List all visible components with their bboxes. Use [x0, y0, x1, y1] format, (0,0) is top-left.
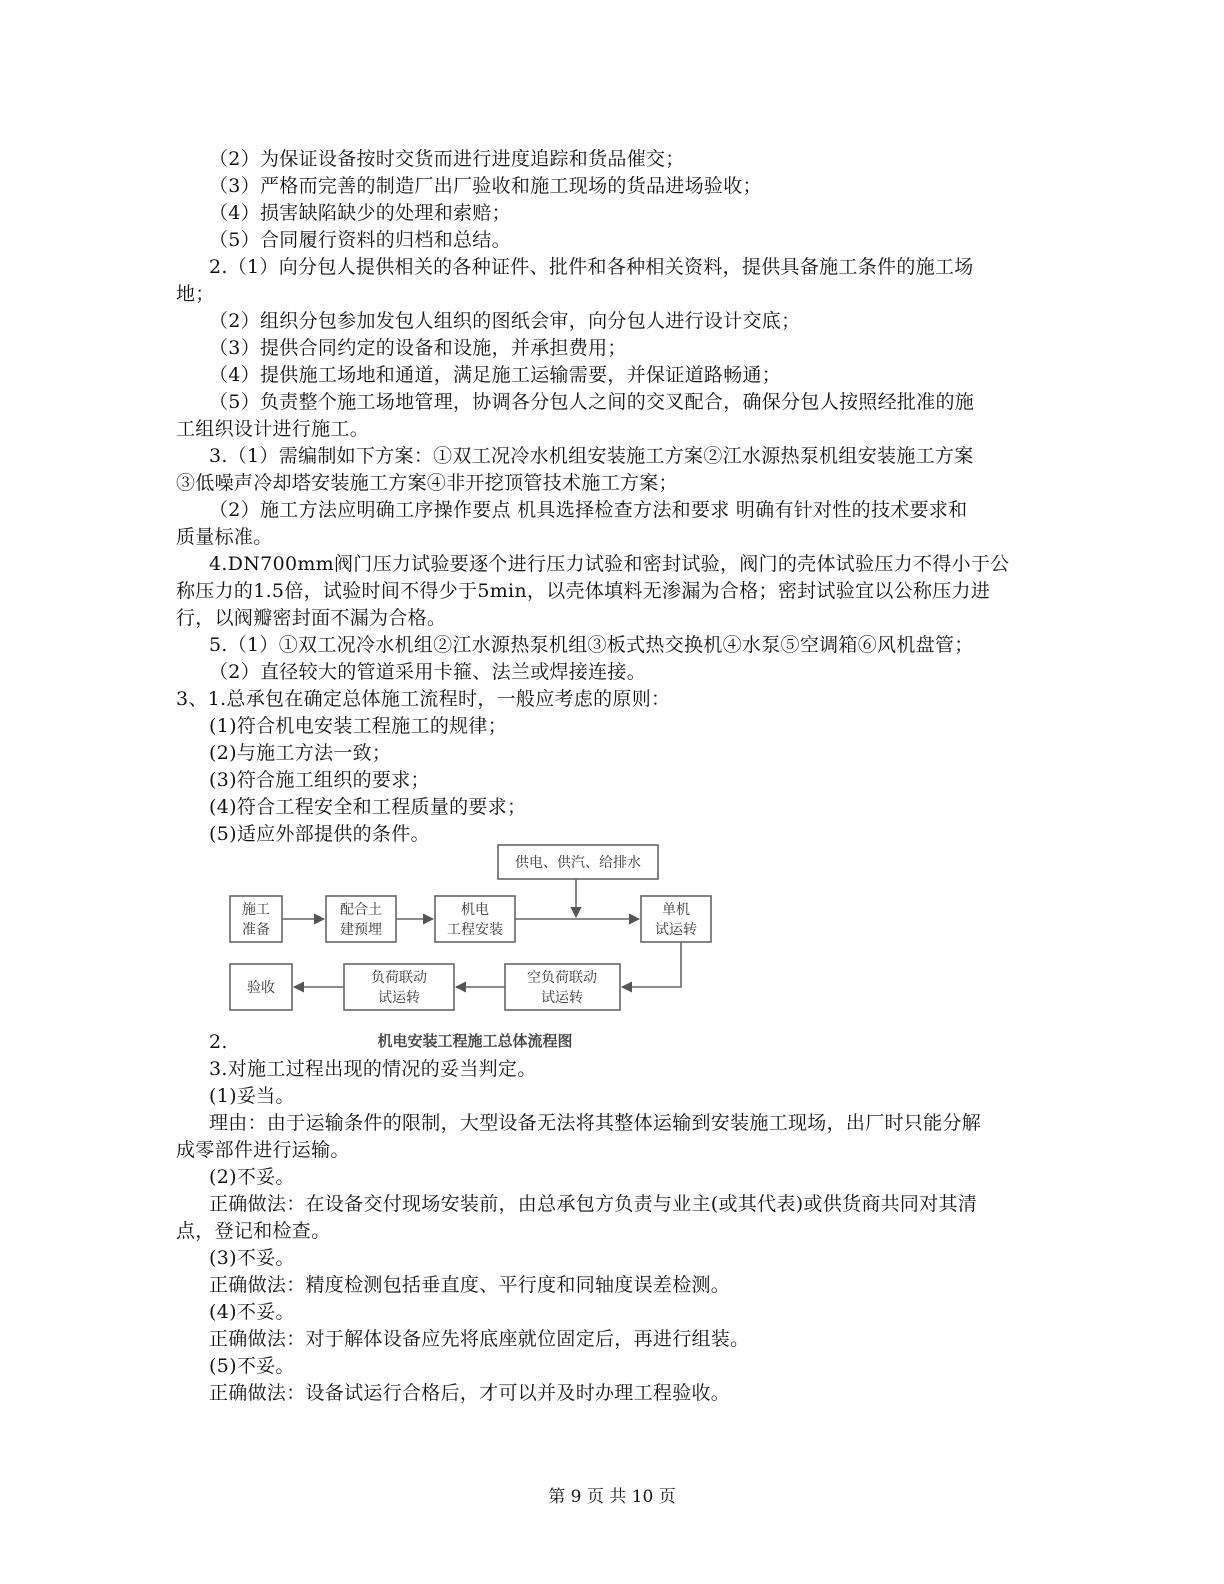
text-line: 5.（1）①双工况冷水机组②江水源热泵机组③板式热交换机④水泵⑤空调箱⑥风机盘管； — [209, 634, 974, 656]
text-line: 3.（1）需编制如下方案：①双工况冷水机组安装施工方案②江水源热泵机组安装施工方案 — [209, 445, 974, 467]
text-line: 2.（1）向分包人提供相关的各种证件、批件和各种相关资料，提供具备施工条件的施工场 — [209, 256, 974, 278]
text-line: ③低噪声冷却塔安装施工方案④非开挖顶管技术施工方案； — [176, 472, 678, 494]
text-line: 点，登记和检查。 — [176, 1220, 331, 1242]
flow-label: 机电 — [461, 902, 489, 918]
text-line: （2）直径较大的管道采用卡箍、法兰或焊接连接。 — [209, 661, 646, 683]
text-line: (1)符合机电安装工程施工的规律； — [209, 715, 508, 737]
flow-label: 空负荷联动 — [527, 970, 597, 986]
flow-label: 供电、供汽、给排水 — [515, 855, 641, 871]
flow-label: 试运转 — [655, 922, 697, 938]
text-line: (1)妥当。 — [209, 1085, 295, 1107]
flow-arrow — [622, 942, 681, 987]
text-line: （5）合同履行资料的归档和总结。 — [209, 229, 511, 251]
text-line: （2）施工方法应明确工序操作要点 机具选择检查方法和要求 明确有针对性的技术要求和 — [209, 499, 968, 521]
flow-label: 验收 — [247, 980, 275, 996]
text-line: 正确做法：设备试运行合格后，才可以并及时办理工程验收。 — [209, 1382, 731, 1404]
text-line: 正确做法：对于解体设备应先将底座就位固定后，再进行组装。 — [209, 1328, 750, 1350]
text-line: 质量标准。 — [176, 526, 273, 548]
flow-label: 准备 — [242, 922, 270, 938]
flow-label: 配合土 — [340, 902, 382, 918]
text-line: (3)不妥。 — [209, 1247, 295, 1269]
flow-label: 试运转 — [378, 990, 420, 1006]
flow-label: 施工 — [242, 902, 270, 918]
flow-label: 工程安装 — [447, 922, 503, 938]
text-line: 工组织设计进行施工。 — [176, 418, 370, 440]
text-line: (4)符合工程安全和工程质量的要求； — [209, 796, 527, 818]
text-line: 成零部件进行运输。 — [176, 1139, 350, 1161]
text-line: （4）损害缺陷缺少的处理和索赔； — [209, 202, 511, 224]
text-line: 3.对施工过程出现的情况的妥当判定。 — [209, 1058, 537, 1080]
flow-label: 单机 — [662, 902, 690, 918]
text-line: 3、1.总承包在确定总体施工流程时，一般应考虑的原则： — [176, 688, 671, 710]
text-line: （2）组织分包参加发包人组织的图纸会审，向分包人进行设计交底； — [209, 310, 801, 332]
text-line: (3)符合施工组织的要求； — [209, 769, 430, 791]
text-line: 正确做法：精度检测包括垂直度、平行度和同轴度误差检测。 — [209, 1274, 731, 1296]
construction-flowchart — [220, 840, 740, 1050]
text-line: （3）提供合同约定的设备和设施，并承担费用； — [209, 337, 627, 359]
text-line: 行，以阀瓣密封面不漏为合格。 — [176, 607, 447, 629]
text-line: (2)不妥。 — [209, 1166, 295, 1188]
page-footer: 第 9 页 共 10 页 — [548, 1487, 676, 1507]
text-line: （5）负责整个施工场地管理，协调各分包人之间的交叉配合，确保分包人按照经批准的施 — [209, 391, 975, 413]
text-line: 称压力的1.5倍，试验时间不得少于5min，以壳体填料无渗漏为合格；密封试验宜以公称压力进 — [176, 580, 991, 602]
text-line: (4)不妥。 — [209, 1301, 295, 1323]
flowchart-caption: 机电安装工程施工总体流程图 — [377, 1032, 573, 1050]
text-line: 理由：由于运输条件的限制，大型设备无法将其整体运输到安装施工现场，出厂时只能分解 — [209, 1112, 982, 1134]
text-line: (5)适应外部提供的条件。 — [209, 823, 430, 845]
text-line: (2)与施工方法一致； — [209, 742, 392, 764]
text-line: (5)不妥。 — [209, 1355, 295, 1377]
text-line: 地； — [176, 283, 215, 305]
text-line: （3）严格而完善的制造厂出厂验收和施工现场的货品进场验收； — [209, 175, 762, 197]
text-line: （4）提供施工场地和通道，满足施工运输需要，并保证道路畅通； — [209, 364, 782, 386]
text-line: 4.DN700mm阀门压力试验要逐个进行压力试验和密封试验，阀门的壳体试验压力不得小于公 — [209, 553, 1010, 575]
text-line: 2. — [209, 1031, 228, 1053]
flow-label: 建预埋 — [340, 922, 382, 938]
text-line: （2）为保证设备按时交货而进行进度追踪和货品催交； — [209, 148, 685, 170]
flow-label: 负荷联动 — [371, 970, 427, 986]
flow-label: 试运转 — [541, 990, 583, 1006]
text-line: 正确做法：在设备交付现场安装前，由总承包方负责与业主(或其代表)或供货商共同对其清 — [209, 1193, 978, 1215]
